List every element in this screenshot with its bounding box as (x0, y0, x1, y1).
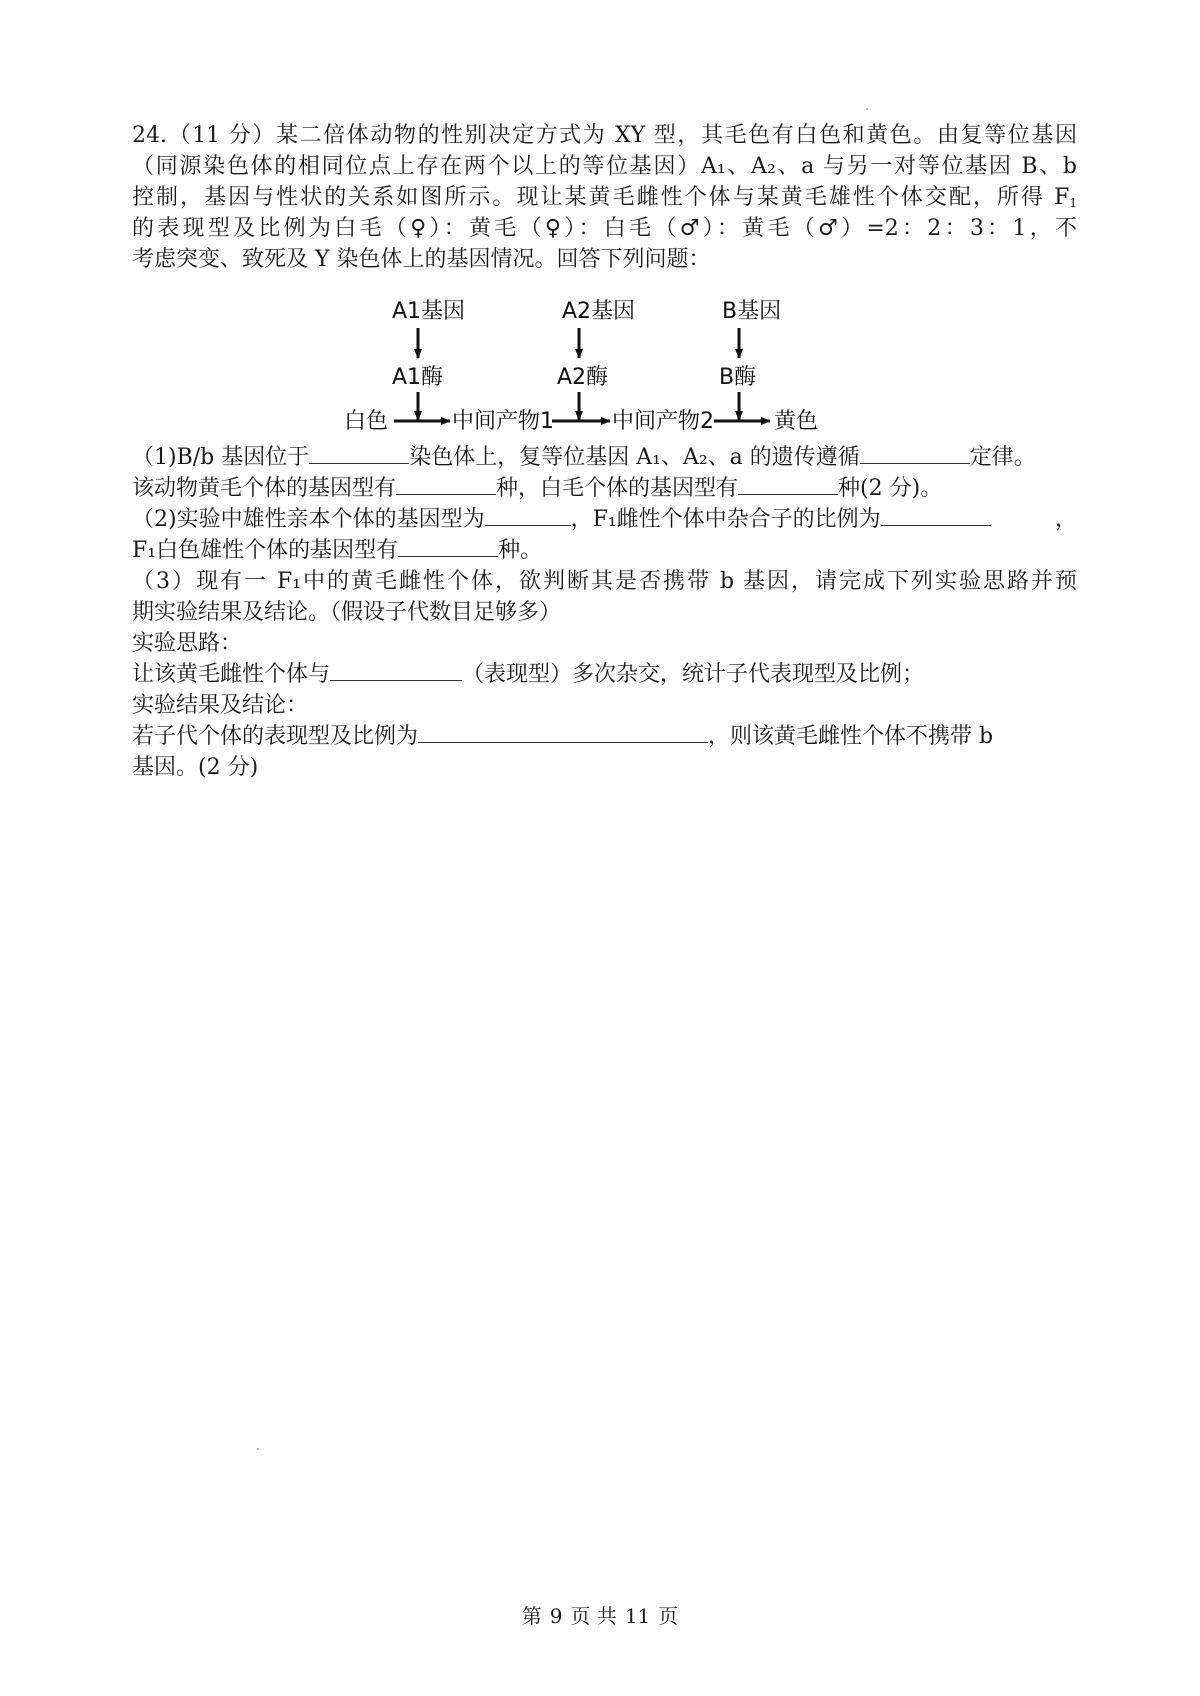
result-label: 实验结果及结论： (132, 693, 309, 718)
f1-subscript: 1 (1069, 196, 1077, 210)
q1-part-a: （1)B/b 基因位于 (132, 445, 310, 470)
footer-suffix: 页 (658, 1604, 679, 1628)
answer-blank-chromosome[interactable] (309, 443, 409, 464)
sub-questions (132, 442, 1077, 783)
idea-part-a: 让该黄毛雌性个体与 (132, 662, 331, 687)
idea-part-b: （表现型）多次杂交，统计子代表现型及比例； (462, 662, 925, 687)
q2-part-d: F₁白色雄性个体的基因型有 (132, 538, 399, 563)
question-stem (132, 120, 1077, 275)
page-footer (0, 1600, 1200, 1629)
q2-part-b: ，F₁雌性个体中杂合子的比例为 (570, 507, 881, 532)
answer-blank-white-genotypes[interactable] (738, 474, 838, 495)
stem-line-2-genes: A₁、A₂、a 与另一对等位基因 B、b (700, 154, 1077, 179)
answer-blank-heterozygote-ratio[interactable] (881, 505, 991, 526)
q1-part-b: 染色体上，复等位基因 A₁、A₂、a 的遗传遵循 (409, 445, 860, 470)
q2-line-2 (132, 535, 1077, 566)
speck (257, 1448, 259, 1450)
speck (866, 108, 868, 110)
stem-line-5: 考虑突变、致死及 Y 染色体上的基因情况。回答下列问题： (132, 247, 711, 272)
idea-line (132, 659, 1077, 690)
q1-part-c: 定律。 (969, 445, 1036, 470)
footer-page-number: 9 (549, 1604, 563, 1628)
q2-part-c: ， (1054, 507, 1077, 532)
intermediate2-label: 中间产物2 (612, 409, 714, 434)
enzyme-a1-label: A1酶 (392, 365, 444, 390)
answer-blank-cross-phenotype[interactable] (330, 660, 462, 681)
footer-prefix: 第 (521, 1604, 542, 1628)
gene-pathway-diagram (344, 296, 830, 436)
q3-line-1: （3）现有一 F₁中的黄毛雌性个体，欲判断其是否携带 b 基因，请完成下列实验思路并预 (132, 569, 1077, 594)
footer-total-pages: 11 (624, 1604, 651, 1628)
result-part-b: ，则该黄毛雌性个体不携带 b (708, 724, 994, 749)
result-line (132, 721, 1077, 752)
answer-blank-male-parent-genotype[interactable] (485, 505, 571, 526)
idea-label: 实验思路： (132, 631, 243, 656)
footer-mid: 页 共 (570, 1604, 617, 1628)
q1-part-d: 该动物黄毛个体的基因型有 (132, 476, 397, 501)
answer-blank-yellow-genotypes[interactable] (396, 474, 496, 495)
yellow-label: 黄色 (774, 409, 819, 434)
result-line-2: 基因。(2 分) (132, 755, 259, 780)
answer-blank-white-male-genotypes[interactable] (398, 536, 498, 557)
gene-a2-label: A2基因 (562, 299, 636, 324)
q2-part-e: 种。 (498, 538, 543, 563)
q2-line-1 (132, 504, 1077, 535)
result-part-a: 若子代个体的表现型及比例为 (132, 724, 419, 749)
stem-line-3-text: 控制，基因与性状的关系如图所示。现让某黄毛雌性个体与某黄毛雄性个体交配，所得 F (132, 185, 1070, 210)
q2-part-a: （2)实验中雄性亲本个体的基因型为 (132, 507, 485, 532)
white-label: 白色 (344, 409, 389, 434)
gene-b-label: B基因 (722, 299, 782, 324)
gene-a1-label: A1基因 (392, 299, 466, 324)
stem-line-3 (132, 182, 1077, 213)
q1-part-f: 种(2 分)。 (838, 476, 943, 501)
q1-line-1 (132, 442, 1077, 473)
q1-line-2 (132, 473, 1077, 504)
answer-blank-law[interactable] (860, 443, 970, 464)
stem-line-1: 24.（11 分）某二倍体动物的性别决定方式为 XY 型，其毛色有白色和黄色。由复等位基因 (132, 123, 1077, 148)
intermediate1-label: 中间产物1 (452, 409, 554, 434)
stem-line-2 (132, 151, 1077, 182)
enzyme-b-label: B酶 (719, 365, 757, 390)
q1-part-e: 种，白毛个体的基因型有 (496, 476, 739, 501)
q3-line-2: 期实验结果及结论。（假设子代数目足够多） (132, 600, 562, 625)
stem-line-4: 的表现型及比例为白毛（♀）：黄毛（♀）：白毛（♂）：黄毛（♂）=2：2：3：1，不 (132, 216, 1077, 241)
answer-blank-offspring-ratio[interactable] (418, 722, 708, 743)
stem-line-2-text: （同源染色体的相同位点上存在两个以上的等位基因） (132, 154, 701, 179)
enzyme-a2-label: A2酶 (557, 365, 609, 390)
